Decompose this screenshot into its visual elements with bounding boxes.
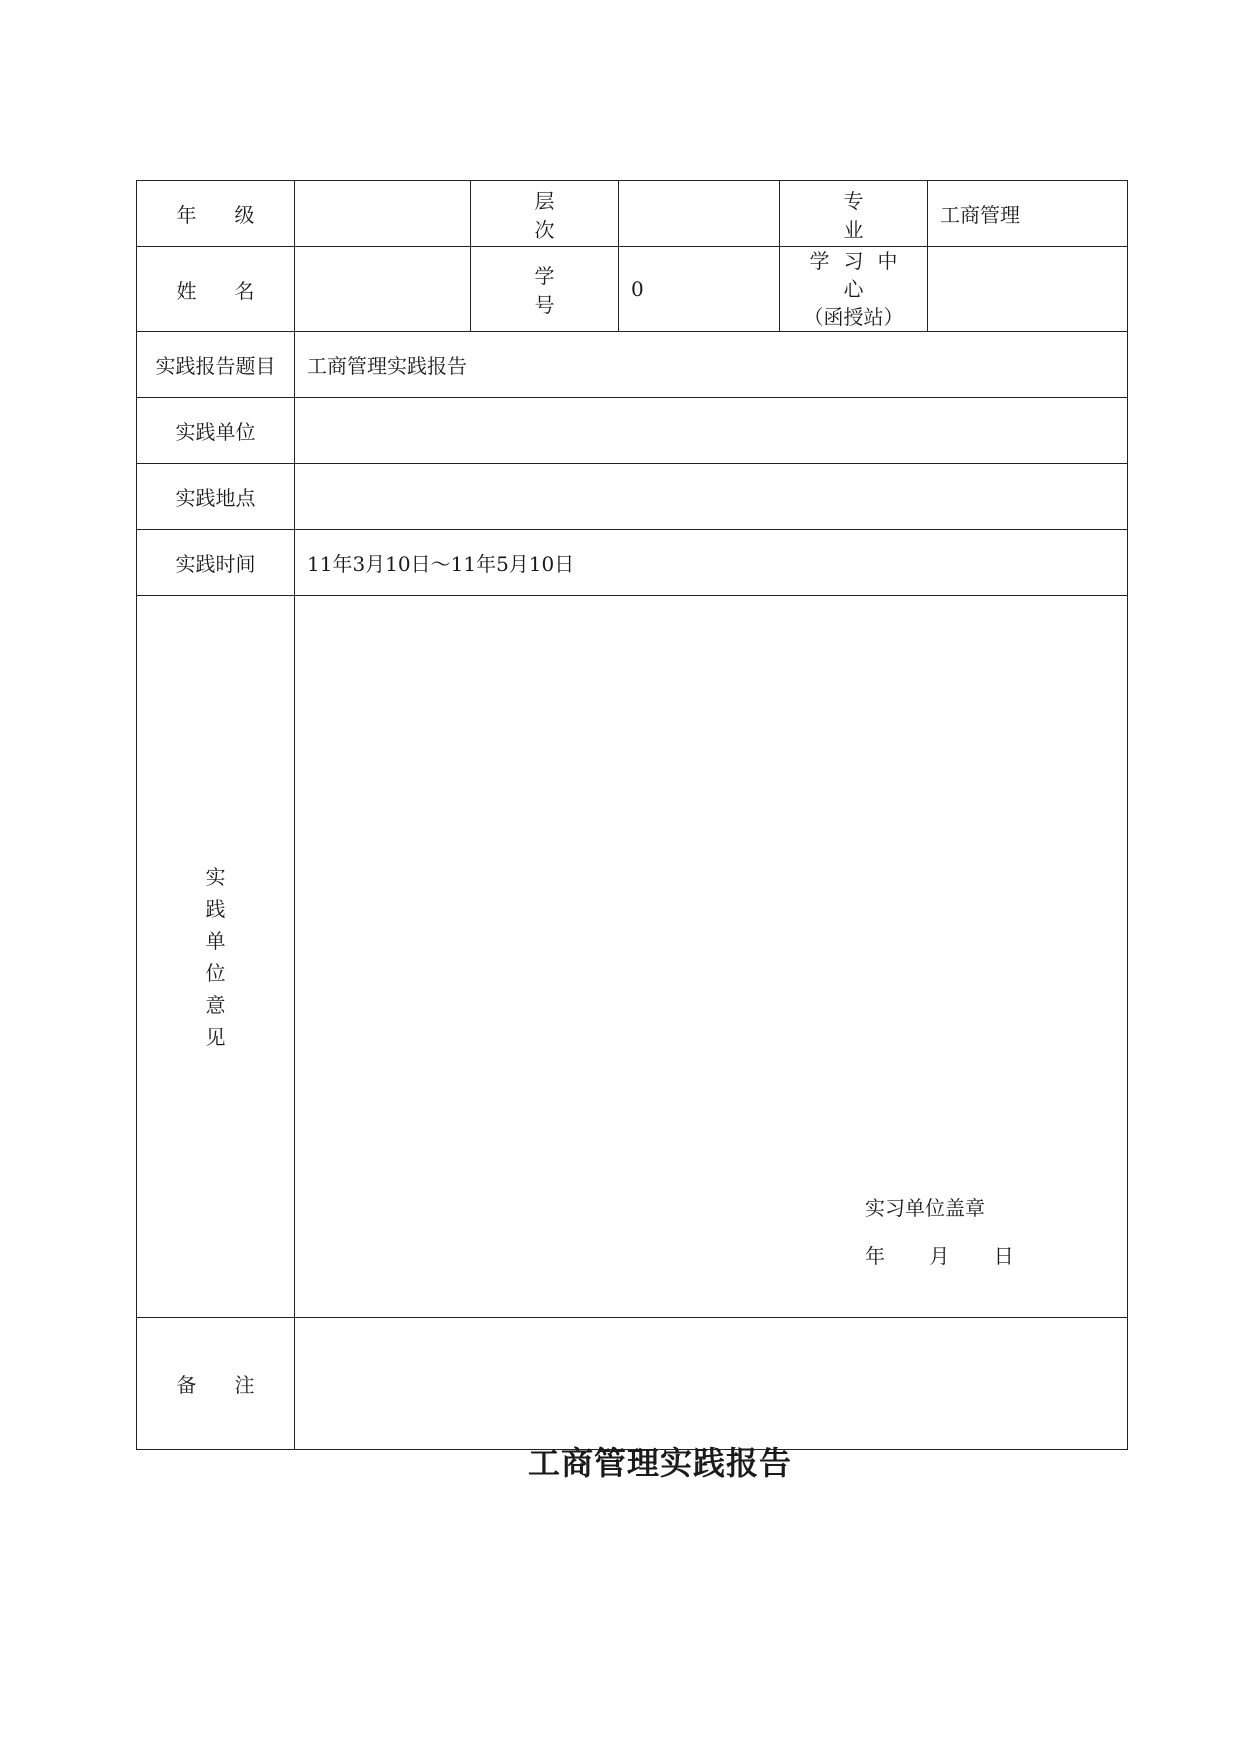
time-value: 11年3月10日～11年5月10日: [295, 530, 1128, 596]
location-label: 实践地点: [137, 464, 295, 530]
form-row-opinion: [137, 596, 1128, 1318]
study-center-label-line1: 学习中心: [809, 249, 912, 301]
opinion-label-char: 位: [205, 960, 226, 985]
seal-label: 实习单位盖章: [865, 1196, 985, 1220]
name-label: 姓名: [137, 247, 295, 332]
location-value: [295, 464, 1128, 530]
opinion-label-char: 见: [205, 1024, 226, 1049]
seal-date: [865, 1240, 1052, 1269]
topic-label: 实践报告题目: [137, 332, 295, 398]
form-row-name: [137, 247, 1128, 332]
level-value: [619, 181, 780, 247]
form-row-grade: [137, 181, 1128, 247]
level-label: 层次: [471, 181, 619, 247]
study-center-label: [780, 247, 928, 332]
student-id-label: 学号: [471, 247, 619, 332]
opinion-label-char: 意: [205, 992, 226, 1017]
study-center-value: [928, 247, 1128, 332]
remarks-label: 备注: [137, 1318, 295, 1450]
form-row-unit: [137, 398, 1128, 464]
name-value: [295, 247, 471, 332]
document-title: 工商管理实践报告: [527, 1444, 792, 1482]
student-id-value: 0: [619, 247, 780, 332]
study-center-label-line2: （函授站）: [803, 305, 904, 329]
opinion-label-char: 实: [205, 864, 226, 889]
time-label: 实践时间: [137, 530, 295, 596]
topic-value: 工商管理实践报告: [295, 332, 1128, 398]
form-row-topic: [137, 332, 1128, 398]
opinion-label-char: 践: [205, 896, 226, 921]
major-label: 专业: [780, 181, 928, 247]
grade-value: [295, 181, 471, 247]
form-row-location: [137, 464, 1128, 530]
grade-label: 年级: [137, 181, 295, 247]
major-value: 工商管理: [928, 181, 1128, 247]
date-day: 日: [993, 1244, 1014, 1268]
unit-label: 实践单位: [137, 398, 295, 464]
unit-value: [295, 398, 1128, 464]
form-row-time: [137, 530, 1128, 596]
report-form-table: [136, 180, 1128, 1450]
date-month: 月: [929, 1244, 950, 1268]
form-row-remarks: [137, 1318, 1128, 1450]
opinion-label: [137, 596, 295, 1318]
remarks-value: [295, 1318, 1128, 1450]
opinion-content: [295, 596, 1128, 1318]
opinion-label-char: 单: [205, 928, 226, 953]
date-year: 年: [865, 1244, 885, 1268]
